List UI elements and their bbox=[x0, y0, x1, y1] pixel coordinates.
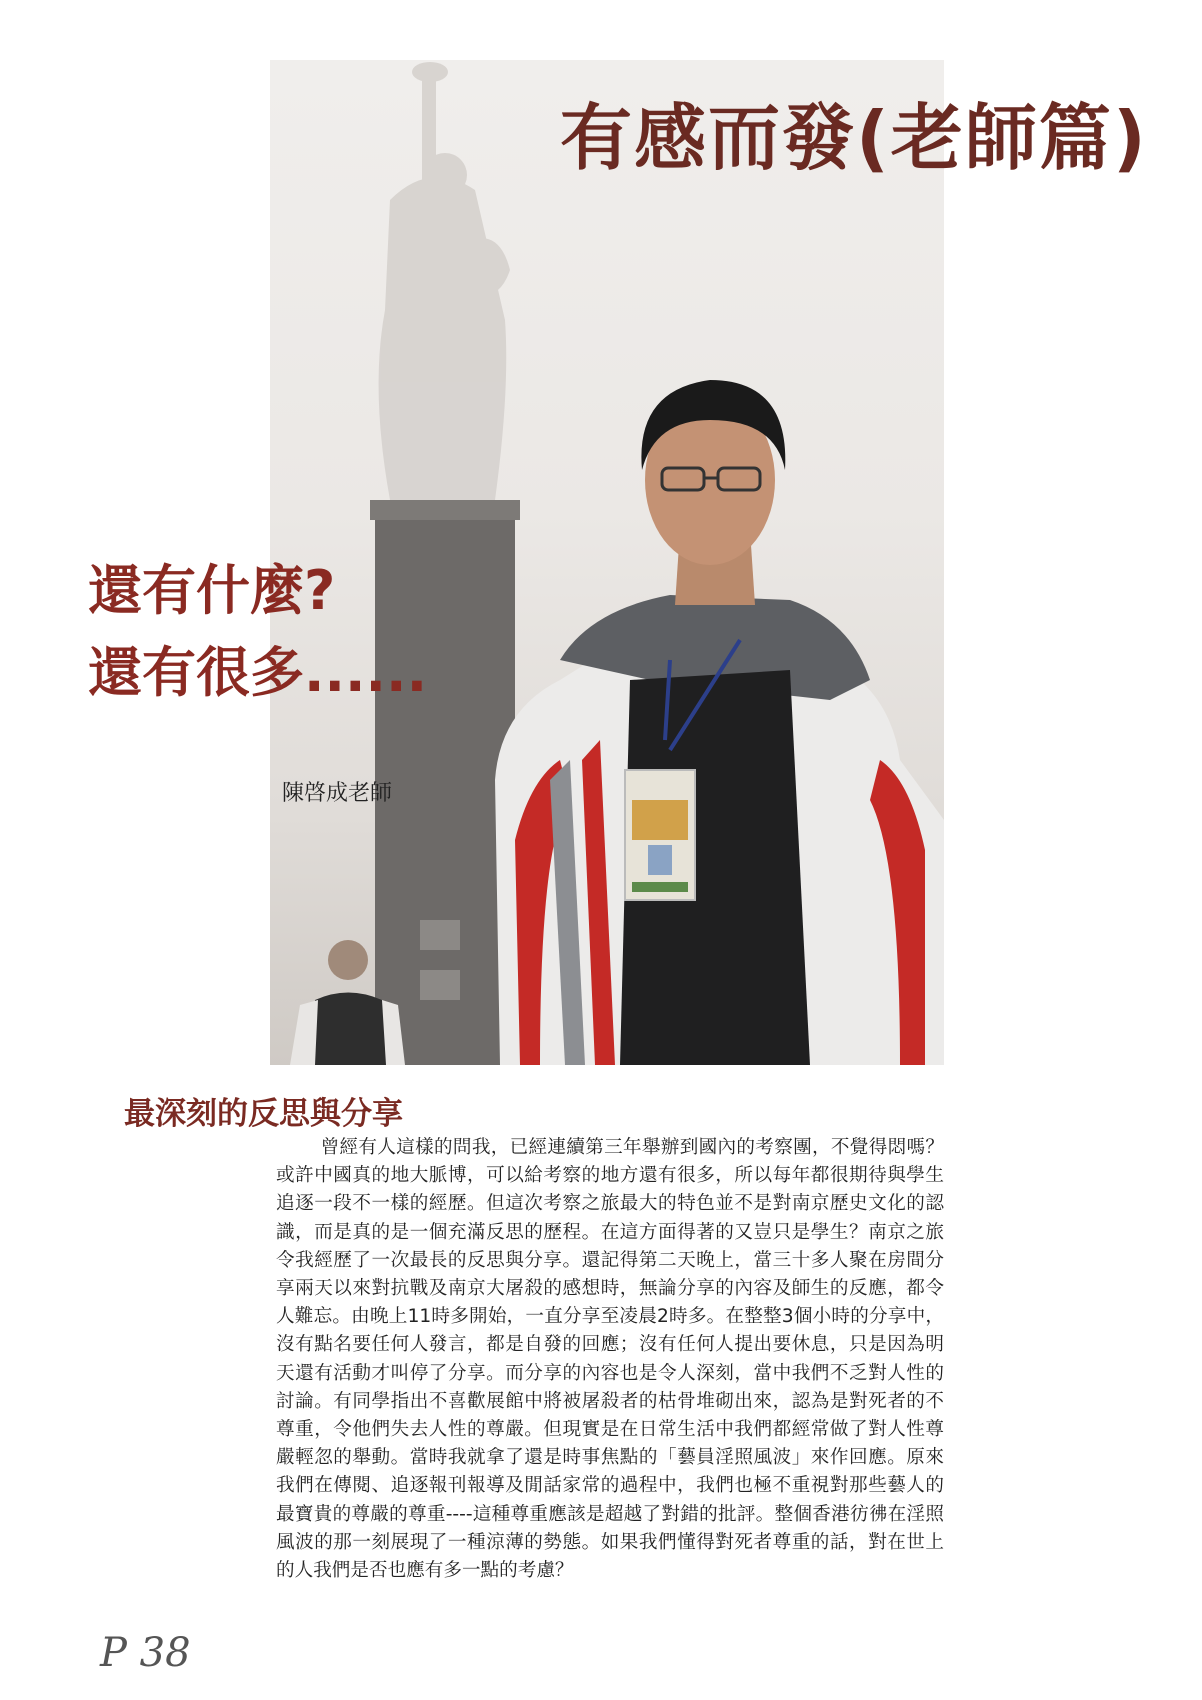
statue-figure bbox=[379, 62, 510, 500]
section-heading: 最深刻的反思與分享 bbox=[124, 1096, 403, 1132]
photo-illustration bbox=[270, 60, 944, 1065]
article-paragraph: 曾經有人這樣的問我，已經連續第三年舉辦到國內的考察團，不覺得悶嗎？或許中國真的地大脈博，可以給考察的地方還有很多，所以每年都很期待與學生追逐一段不一樣的經歷。但這次考察之旅最大的特色並不是對南京歷史文化的認識，而是真的是一個充滿反思的歷程。在這方面得著的又豈只是學生？南京之旅令我經歷了一次最長的反思與分享。還記得第二天晚上，當三十多人聚在房間分享兩天以來對抗戰及南京大屠殺的感想時，無論分享的內容及師生的反應，都令人難忘。由晚上11時多開始，一直分享至凌晨2時多。在整整3個小時的分享中，沒有點名要任何人發言，都是自發的回應；沒有任何人提出要休息，只是因為明天還有活動才叫停了分享。而分享的內容也是令人深刻，當中我們不乏對人性的討論。有同學指出不喜歡展館中將被屠殺者的枯骨堆砌出來，認為是對死者的不尊重，令他們失去人性的尊嚴。但現實是在日常生活中我們都經常做了對人性尊嚴輕忽的舉動。當時我就拿了還是時事焦點的「藝員淫照風波」來作回應。原來我們在傳閱、追逐報刊報導及閒話家常的過程中，我們也極不重視對那些藝人的最寶貴的尊嚴的尊重----這種尊重應該是超越了對錯的批評。整個香港彷彿在淫照風波的那一刻展現了一種涼薄的勢態。如果我們懂得對死者尊重的話，對在世上的人我們是否也應有多一點的考慮？ bbox=[276, 1137, 944, 1582]
article-body bbox=[276, 1134, 944, 1585]
page-title: 有感而發(老師篇) bbox=[560, 96, 1148, 180]
teacher-photo bbox=[270, 60, 944, 1065]
main-person bbox=[495, 380, 944, 1065]
author-name: 陳啓成老師 bbox=[282, 781, 393, 806]
subtitle-line-2: 還有很多...... bbox=[88, 641, 428, 704]
page-number: P 38 bbox=[100, 1630, 191, 1676]
subtitle-line-1: 還有什麼? bbox=[88, 559, 336, 622]
